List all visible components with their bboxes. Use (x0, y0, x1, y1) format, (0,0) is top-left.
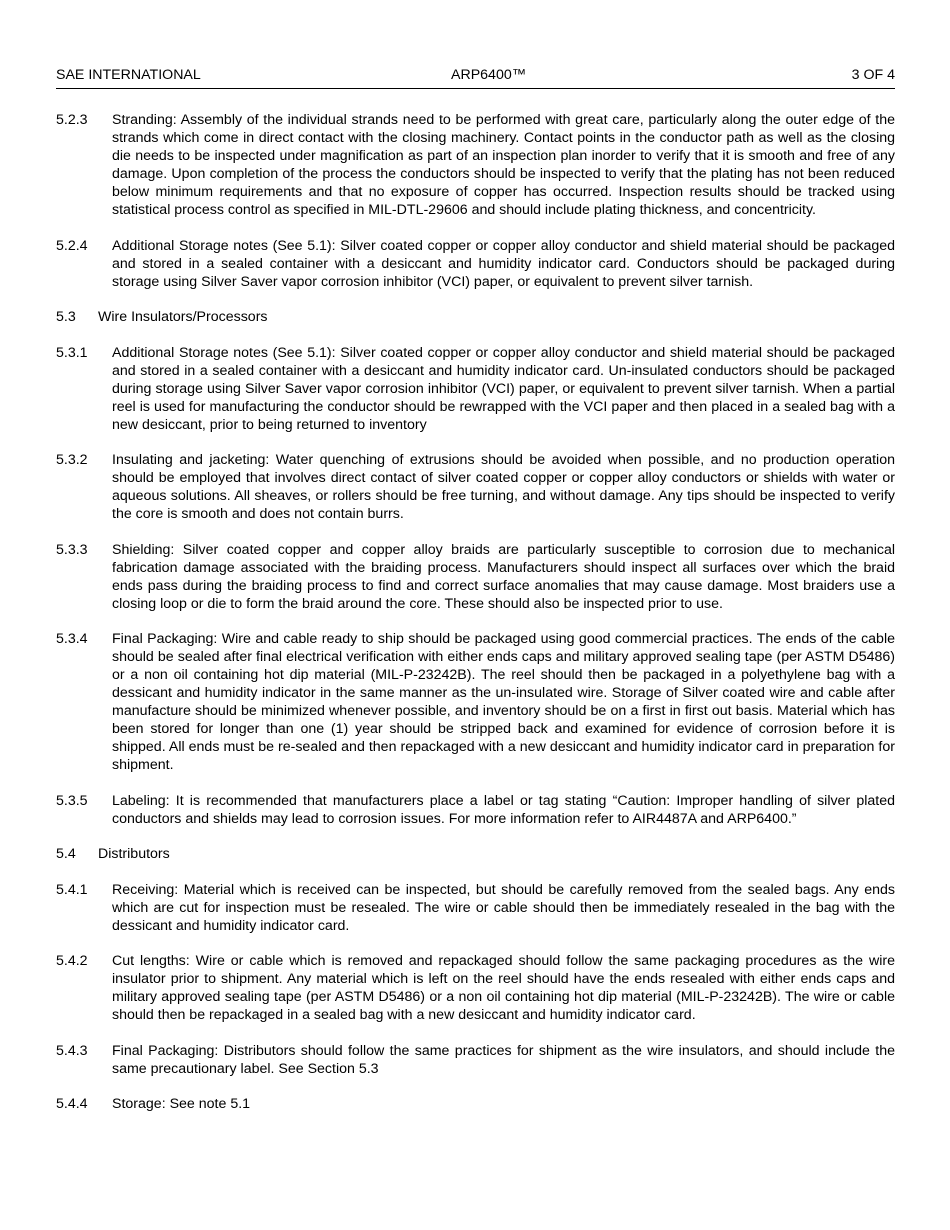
paragraph-5-3-4 (56, 630, 895, 774)
paragraph-text: Stranding: Assembly of the individual strands need to be performed with great care, particularly along the outer edge of the strands which come in direct contact with the closing machinery. Contact points in the conductor path as well as the closing die needs to be inspected under magnification as part of an inspection plan inorder to verify that it is smooth and free of any damage. Upon completion of the process the conductors should be inspected to verify that the plating has not been reduced below minimum requirements and that no exposure of copper has occurred. Inspection results should be tracked using statistical process control as specified in MIL-DTL-29606 and should include plating thickness, and concentricity. (112, 112, 895, 218)
paragraph-number: 5.3.3 (56, 541, 88, 558)
paragraph-5-3-3 (56, 541, 895, 613)
paragraph-number: 5.3.2 (56, 452, 88, 468)
paragraph-number: 5.4.4 (56, 1096, 88, 1112)
paragraph-number: 5.4.2 (56, 953, 88, 969)
section-number: 5.3 (56, 309, 76, 325)
section-number: 5.4 (56, 846, 76, 862)
paragraph-text: Final Packaging: Wire and cable ready to ship should be packaged using good commercial practices. The ends of the cable should be sealed after final electrical verification with either ends caps and military approved sealing tape (per ASTM D5486) or a non oil containing hot dip material (MIL-P-23242B). The reel should then be packaged in a polyethylene bag with a dessicant and humidity indicator in the same manner as the un-insulated wire. Storage of Silver coated wire and cable after manufacture should be minimized whenever possible, and inventory should be on a first in first out basis. Material which has been stored for longer than one (1) year should be stripped back and examined for evidence of corrosion before it is shipped. All ends must be re-sealed and then repackaged with a new desiccant and humidity indicator card in preparation for shipment. (112, 631, 895, 773)
paragraph-text: Additional Storage notes (See 5.1): Silver coated copper or copper alloy conductor and shield material should be packaged and stored in a sealed container with a desiccant and humidity indicator card. Un-insulated conductors should be packaged during storage using Silver Saver vapor corrosion inhibitor (VCI) paper, or equivalent to prevent silver tarnish. When a partial reel is used for manufacturing the conductor should be rewrapped with the VCI paper and then placed in a sealed bag with a new desiccant, prior to being returned to inventory (112, 344, 895, 433)
paragraph-text: Labeling: It is recommended that manufacturers place a label or tag stating “Caution: Improper handling of silver plated conductors and shields may lead to corrosion issues. For more information refer to AIR4487A and ARP6400.” (112, 792, 895, 827)
header-document-id: ARP6400™ (451, 67, 526, 83)
paragraph-number: 5.4.1 (56, 881, 88, 898)
paragraph-text: Final Packaging: Distributors should follow the same practices for shipment as the wire insulators, and should include the same precautionary label. See Section 5.3 (112, 1042, 895, 1077)
section-heading-5-4 (56, 845, 895, 863)
paragraph-number: 5.4.3 (56, 1042, 88, 1059)
paragraph-5-3-5 (56, 792, 895, 828)
paragraph-5-3-1 (56, 344, 895, 434)
paragraph-text: Shielding: Silver coated copper and copper alloy braids are particularly susceptible to corrosion due to mechanical fabrication damage associated with the braiding process. Manufacturers should inspect all surfaces over which the braid ends pass during the braiding process to find and correct surface anomalies that may cause damage. Most braiders use a closing loop or die to form the braid around the core. These should also be inspected prior to use. (112, 541, 895, 612)
paragraph-5-4-2 (56, 952, 895, 1024)
paragraph-text: Receiving: Material which is received can be inspected, but should be carefully removed from the sealed bags. Any ends which are cut for inspection must be resealed. The wire or cable should then be immediately resealed in the bag with the dessicant and humidity indicator card. (112, 881, 895, 934)
section-heading-5-3 (56, 308, 895, 326)
paragraph-number: 5.3.1 (56, 344, 88, 361)
paragraph-5-2-4 (56, 237, 895, 291)
header-page-number: 3 OF 4 (851, 67, 895, 83)
paragraph-text: Cut lengths: Wire or cable which is removed and repackaged should follow the same packaging procedures as the wire insulator prior to shipment. Any material which is left on the reel should have the ends resealed with either ends caps and military approved sealing tape (per ASTM D5486) or a non oil containing hot dip material (MIL-P-23242B). The wire or cable should then be repackaged in a sealed bag with a new desiccant and humidity indicator card. (112, 953, 895, 1023)
paragraph-number: 5.2.3 (56, 112, 88, 128)
paragraph-text: Storage: See note 5.1 (112, 1096, 251, 1112)
paragraph-5-4-1 (56, 881, 895, 935)
paragraph-5-4-4 (56, 1095, 895, 1113)
document-body (56, 111, 895, 1131)
header-organization: SAE INTERNATIONAL (56, 67, 201, 83)
page-header (56, 66, 895, 89)
paragraph-number: 5.2.4 (56, 237, 88, 254)
paragraph-number: 5.3.5 (56, 792, 88, 809)
paragraph-number: 5.3.4 (56, 631, 88, 647)
section-title: Wire Insulators/Processors (98, 309, 268, 325)
paragraph-5-2-3 (56, 111, 895, 219)
paragraph-5-4-3 (56, 1042, 895, 1078)
paragraph-5-3-2 (56, 451, 895, 523)
paragraph-text: Additional Storage notes (See 5.1): Silver coated copper or copper alloy conductor and shield material should be packaged and stored in a sealed container with a desiccant and humidity indicator card. Conductors should be packaged during storage using Silver Saver vapor corrosion inhibitor (VCI) paper, or equivalent to prevent silver tarnish. (112, 237, 895, 290)
section-title: Distributors (98, 846, 170, 862)
paragraph-text: Insulating and jacketing: Water quenching of extrusions should be avoided when possible, and no production operation should be employed that involves direct contact of silver coated copper or copper alloy conductors or shields with water or aqueous solutions. All sheaves, or rollers should be free turning, and without damage. Any tips should be inspected to verify the core is smooth and does not contain burrs. (112, 452, 895, 522)
